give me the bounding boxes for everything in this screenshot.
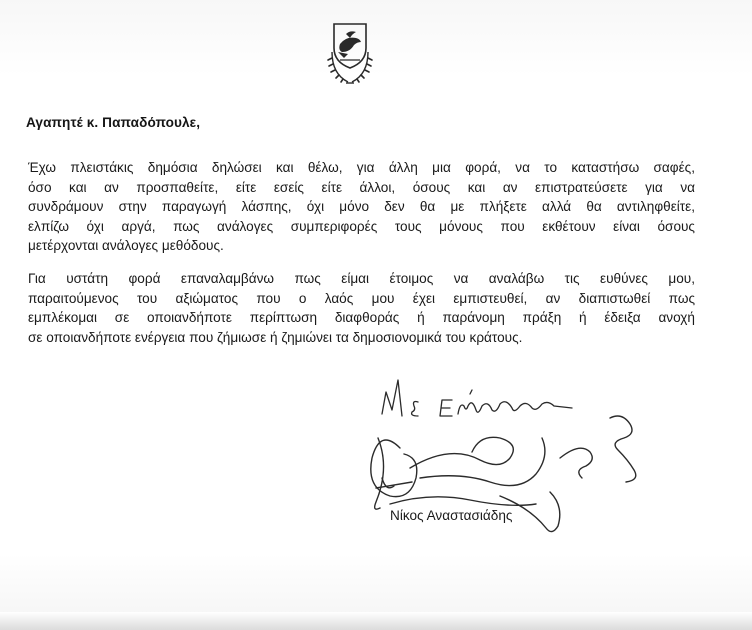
text-line: εμπλέκομαι σε οποιανδήποτε περίπτωση διαφθοράς ή παράνομη πράξη ή έδειξα ανοχή <box>28 310 695 325</box>
text-line: ελπίζω όχι αργά, πως ανάλογες συμπεριφορές τους μόνους που εκθέτουν είναι όσους <box>28 218 695 234</box>
text-line: σε οποιανδήποτε ενέργεια που ζήμιωσε ή ζημιώνει τα δημοσιονομικά του κράτους. <box>28 329 523 345</box>
text-line: παραιτούμενος του αξιώματος που ο λαός μου έχει εμπιστευθεί, αν διαπιστωθεί πως <box>28 290 695 306</box>
text-line: Για υστάτη φορά επαναλαμβάνω πως είμαι έτοιμος να αναλάβω τις ευθύνες μου, <box>28 271 695 286</box>
letter-paragraph-1 <box>28 158 695 256</box>
text-line: μετέρχονται ανάλογες μεθόδους. <box>28 238 224 253</box>
letter-salutation: Αγαπητέ κ. Παπαδόπουλε, <box>26 115 201 130</box>
signer-name: Νίκος Αναστασιάδης <box>390 508 513 523</box>
paper-bottom-edge <box>0 612 752 630</box>
text-line: συνδράμουν στην παραγωγή λάσπης, όχι μόνο δεν θα με πλήξετε αλλά θα αντιληφθείτε, <box>28 199 695 214</box>
text-line: Έχω πλειστάκις δημόσια δηλώσει και θέλω, για άλλη μια φορά, να το καταστήσω σαφές, <box>28 160 695 175</box>
text-line: όσο και αν προσπαθείτε, είτε εσείς είτε άλλοι, όσους και αν επιστρατεύσετε για να <box>28 179 695 195</box>
coat-of-arms-icon <box>326 22 374 88</box>
letter-paragraph-2 <box>28 269 695 347</box>
